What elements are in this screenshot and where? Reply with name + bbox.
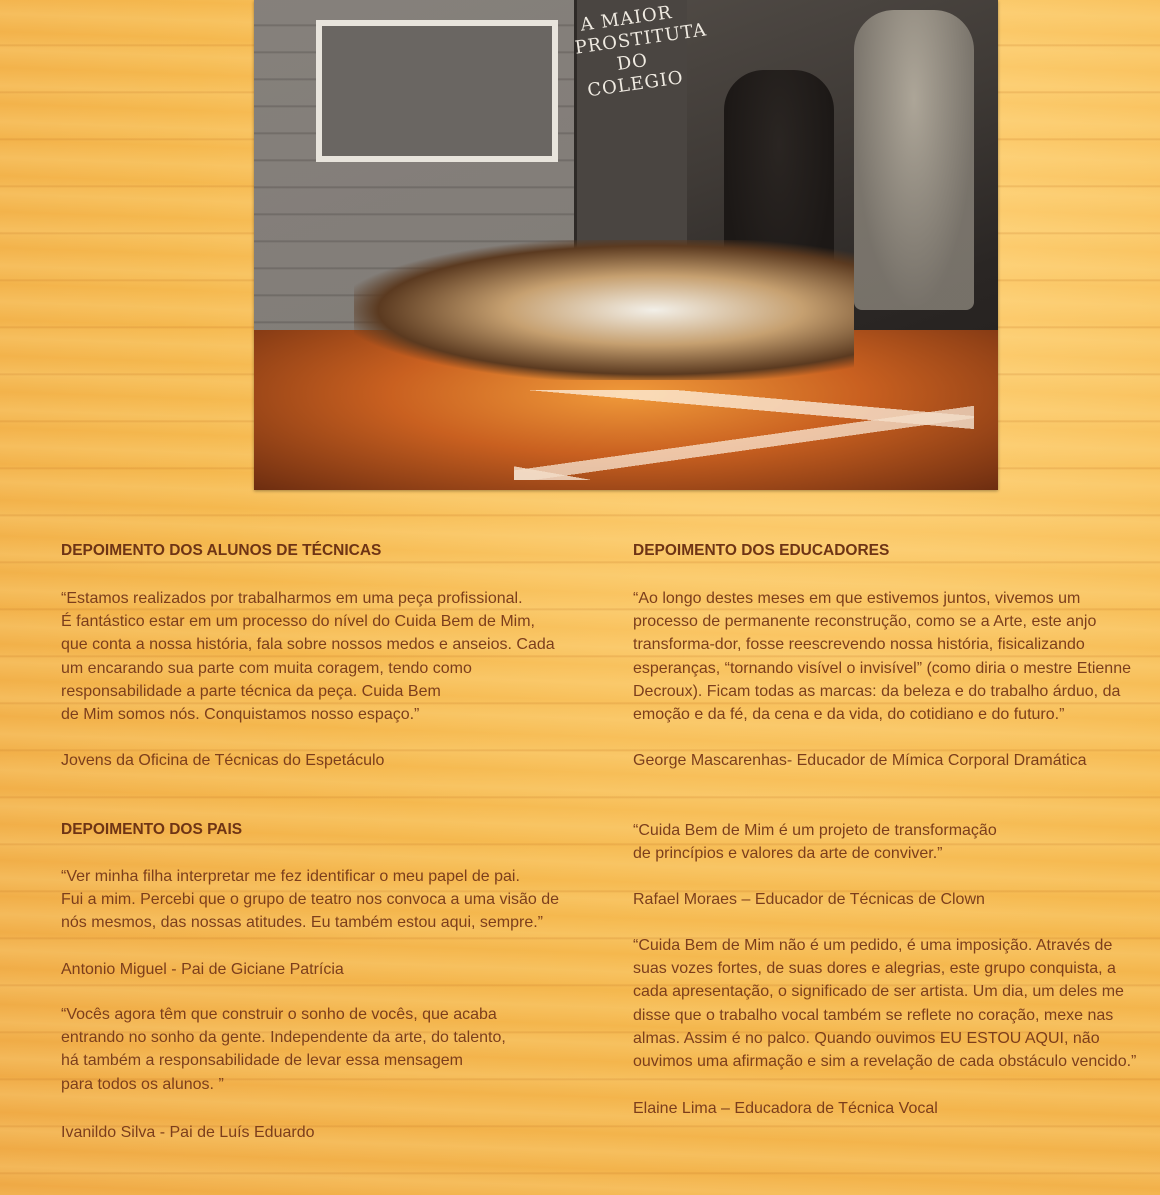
students-quote: “Estamos realizados por trabalharmos em uma peça profissional. É fantástico estar em um processo do nível do Cuida Bem de Mim, que conta a nossa história, fala sobre nossos medos e anseios. Cada um encarando sua parte com muita coragem, tendo como responsabilidade a parte técnica da peça. Cuida Bem de Mim somos nós. Conquistamos nosso espaço.” xyxy=(61,590,555,724)
theater-photo xyxy=(254,0,998,490)
photo-scattered-papers xyxy=(514,390,974,480)
students-credit: Jovens da Oficina de Técnicas do Espetáculo xyxy=(61,752,385,769)
educators-heading: DEPOIMENTO DOS EDUCADORES xyxy=(633,542,890,559)
students-heading: DEPOIMENTO DOS ALUNOS DE TÉCNICAS xyxy=(61,542,382,559)
students-section xyxy=(61,540,601,562)
parents-section xyxy=(61,819,601,841)
educators-credit-1: George Mascarenhas- Educador de Mímica Corporal Dramática xyxy=(633,752,1087,769)
parents-credit-1: Antonio Miguel - Pai de Giciane Patrícia xyxy=(61,961,344,978)
educators-quote-2: “Cuida Bem de Mim é um projeto de transformação de princípios e valores da arte de conviver.” xyxy=(633,822,997,863)
educators-quote-1: “Ao longo destes meses em que estivemos juntos, vivemos um processo de permanente reconstrução, como se a Arte, este anjo transforma-dor, fosse reescrevendo nossa história, fisicalizando esperanças, “tornando visível o invisível” (como diria o mestre Etienne Decroux). Ficam todas as marcas: da beleza e do trabalho árduo, da emoção e da fé, da cena e da vida, do cotidiano e do futuro.” xyxy=(633,590,1131,724)
photo-blackboard xyxy=(316,20,558,162)
photo-blurred-figure xyxy=(854,10,974,310)
educators-quote-3: “Cuida Bem de Mim não é um pedido, é uma imposição. Através de suas vozes fortes, de suas dores e alegrias, este grupo conquista, a cada apresentação, o significado de ser artista. Um dia, um deles me disse que o trabalho vocal também se reflete no coração, mexe nas almas. Assim é no palco. Quando ouvimos EU ESTOU AQUI, não ouvimos uma afirmação e sim a revelação de cada obstáculo vencido.” xyxy=(633,937,1137,1071)
parents-quote-2: “Vocês agora têm que construir o sonho de vocês, que acaba entrando no sonho da gente. Independente da arte, do talento, há também a responsabilidade de levar essa mensagem para todos os alunos. ” xyxy=(61,1006,506,1093)
parents-quote-1: “Ver minha filha interpretar me fez identificar o meu papel de pai. Fui a mim. Percebi que o grupo de teatro nos convoca a uma visão de nós mesmos, das nossas atitudes. Eu também estou aqui, sempre.” xyxy=(61,868,560,932)
parents-credit-2: Ivanildo Silva - Pai de Luís Eduardo xyxy=(61,1124,315,1141)
parents-heading: DEPOIMENTO DOS PAIS xyxy=(61,821,243,838)
educators-section xyxy=(633,540,1153,562)
photo-graffiti-text: A MAIOR PROSTITUTA DO COLEGIO xyxy=(573,1,709,102)
photo-actors xyxy=(354,240,854,380)
educators-credit-2: Rafael Moraes – Educador de Técnicas de Clown xyxy=(633,891,985,908)
educators-credit-3: Elaine Lima – Educadora de Técnica Vocal xyxy=(633,1100,938,1117)
